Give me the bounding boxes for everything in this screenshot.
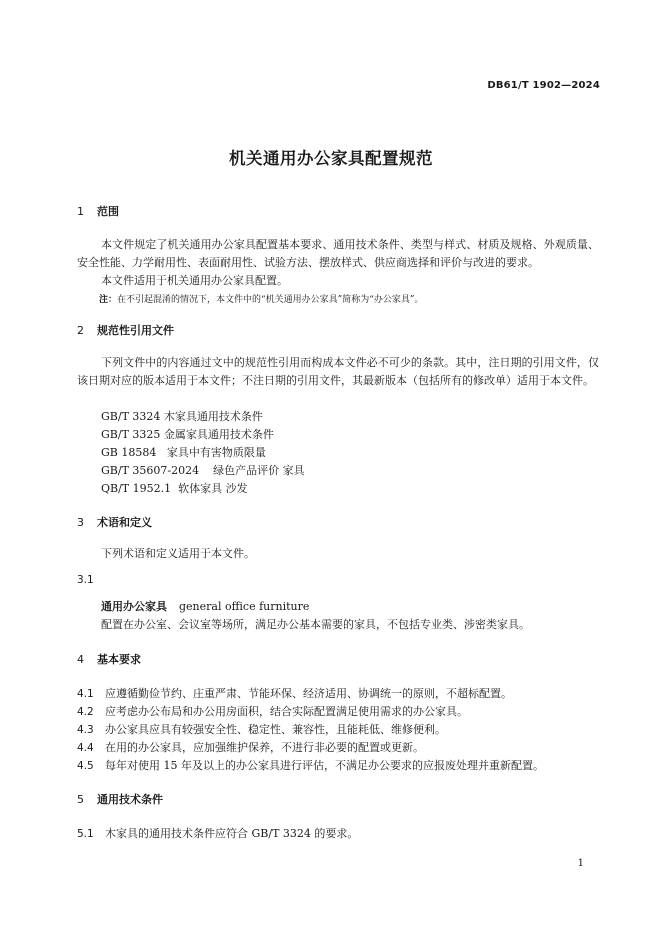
section-heading-basic-requirements [77,651,141,667]
clause-item [77,757,544,773]
clause-item [77,825,358,841]
clause-number: 5.1 [77,828,94,840]
clause-text: 在用的办公家具，应加强维护保养，不进行非必要的配置或更新。 [105,741,424,754]
term-number [77,573,105,586]
reference-name: 木家具通用技术条件 [163,410,263,423]
reference-item [101,444,266,460]
reference-item [101,408,263,424]
reference-name: 金属家具通用技术条件 [163,428,274,441]
section-number: 4 [77,653,84,666]
section-heading-technical-conditions [77,791,163,807]
scope-note [99,292,423,305]
section-heading-normative-references [77,322,174,338]
reference-code: GB/T 3325 [101,428,161,441]
reference-name: 软体家具 沙发 [178,482,248,495]
reference-code: QB/T 1952.1 [101,482,172,495]
note-label: 注： [99,295,118,305]
section-number: 3 [77,516,84,529]
section-title: 范围 [97,205,119,218]
clause-text: 办公家具应具有较强安全性、稳定性、兼容性，且能耗低、维修便利。 [105,723,446,736]
clause-text: 应考虑办公布局和办公用房面积，结合实际配置满足使用需求的办公家具。 [105,705,468,718]
clause-item [77,739,424,755]
clause-text: 每年对使用 15 年及以上的办公家具进行评估，不满足办公要求的应报废处理并重新配置。 [105,759,544,772]
section-title: 基本要求 [97,653,141,666]
clause-item [77,703,468,719]
note-text: 在不引起混淆的情况下，本文件中的“机关通用办公家具”简称为“办公家具”。 [117,295,424,305]
term-chinese: 通用办公家具 [101,600,167,613]
term-english: general office furniture [179,600,310,613]
clause-item [77,721,446,737]
reference-code: GB/T 3324 [101,410,161,423]
clause-number: 4.5 [77,760,94,772]
term-definition: 配置在办公室、会议室等场所，满足办公基本需要的家具，不包括专业类、涉密类家具。 [101,618,530,631]
section-title: 规范性引用文件 [97,324,174,337]
clause-item [77,685,512,701]
references-paragraph: 下列文件中的内容通过文中的规范性引用而构成本文件必不可少的条款。其中，注日期的引用文件，仅该日期对应的版本适用于本文件；不注日期的引用文件，其最新版本（包括所有的修改单）适用于本文件。 [77,356,599,387]
section-heading-scope [77,203,119,219]
section-heading-terms [77,514,152,530]
section-title: 术语和定义 [97,516,152,529]
reference-code: GB/T 35607-2024 [101,464,200,477]
clause-number: 4.2 [77,706,94,718]
section-number: 2 [77,324,84,337]
terms-paragraph: 下列术语和定义适用于本文件。 [101,547,255,560]
section-title: 通用技术条件 [97,793,163,806]
clause-text: 木家具的通用技术条件应符合 GB/T 3324 的要求。 [105,827,359,840]
page-number: 1 [577,858,584,869]
reference-item [101,480,248,496]
clause-text: 应遵循勤俭节约、庄重严肃、节能环保、经济适用、协调统一的原则，不超标配置。 [105,687,512,700]
section-number: 1 [77,205,84,218]
scope-applicability: 本文件适用于机关通用办公家具配置。 [101,274,288,287]
clause-number: 4.1 [77,688,94,700]
reference-code: GB 18584 [101,446,157,459]
scope-paragraph: 本文件规定了机关通用办公家具配置基本要求、通用技术条件、类型与样式、材质及规格、外观质量、安全性能、力学耐用性、表面耐用性、试验方法、摆放样式、供应商选择和评价与改进的要求。 [77,238,599,269]
term-entry [101,598,309,614]
clause-number: 4.4 [77,742,94,754]
section-number: 5 [77,793,84,806]
term-number-label: 3.1 [77,574,94,586]
document-code: DB61/T 1902—2024 [487,80,600,91]
page-title: 机关通用办公家具配置规范 [229,149,433,168]
clause-number: 4.3 [77,724,94,736]
reference-name: 家具中有害物质限量 [166,446,266,459]
reference-item [101,462,305,478]
reference-item [101,426,274,442]
reference-name: 绿色产品评价 家具 [213,464,305,477]
